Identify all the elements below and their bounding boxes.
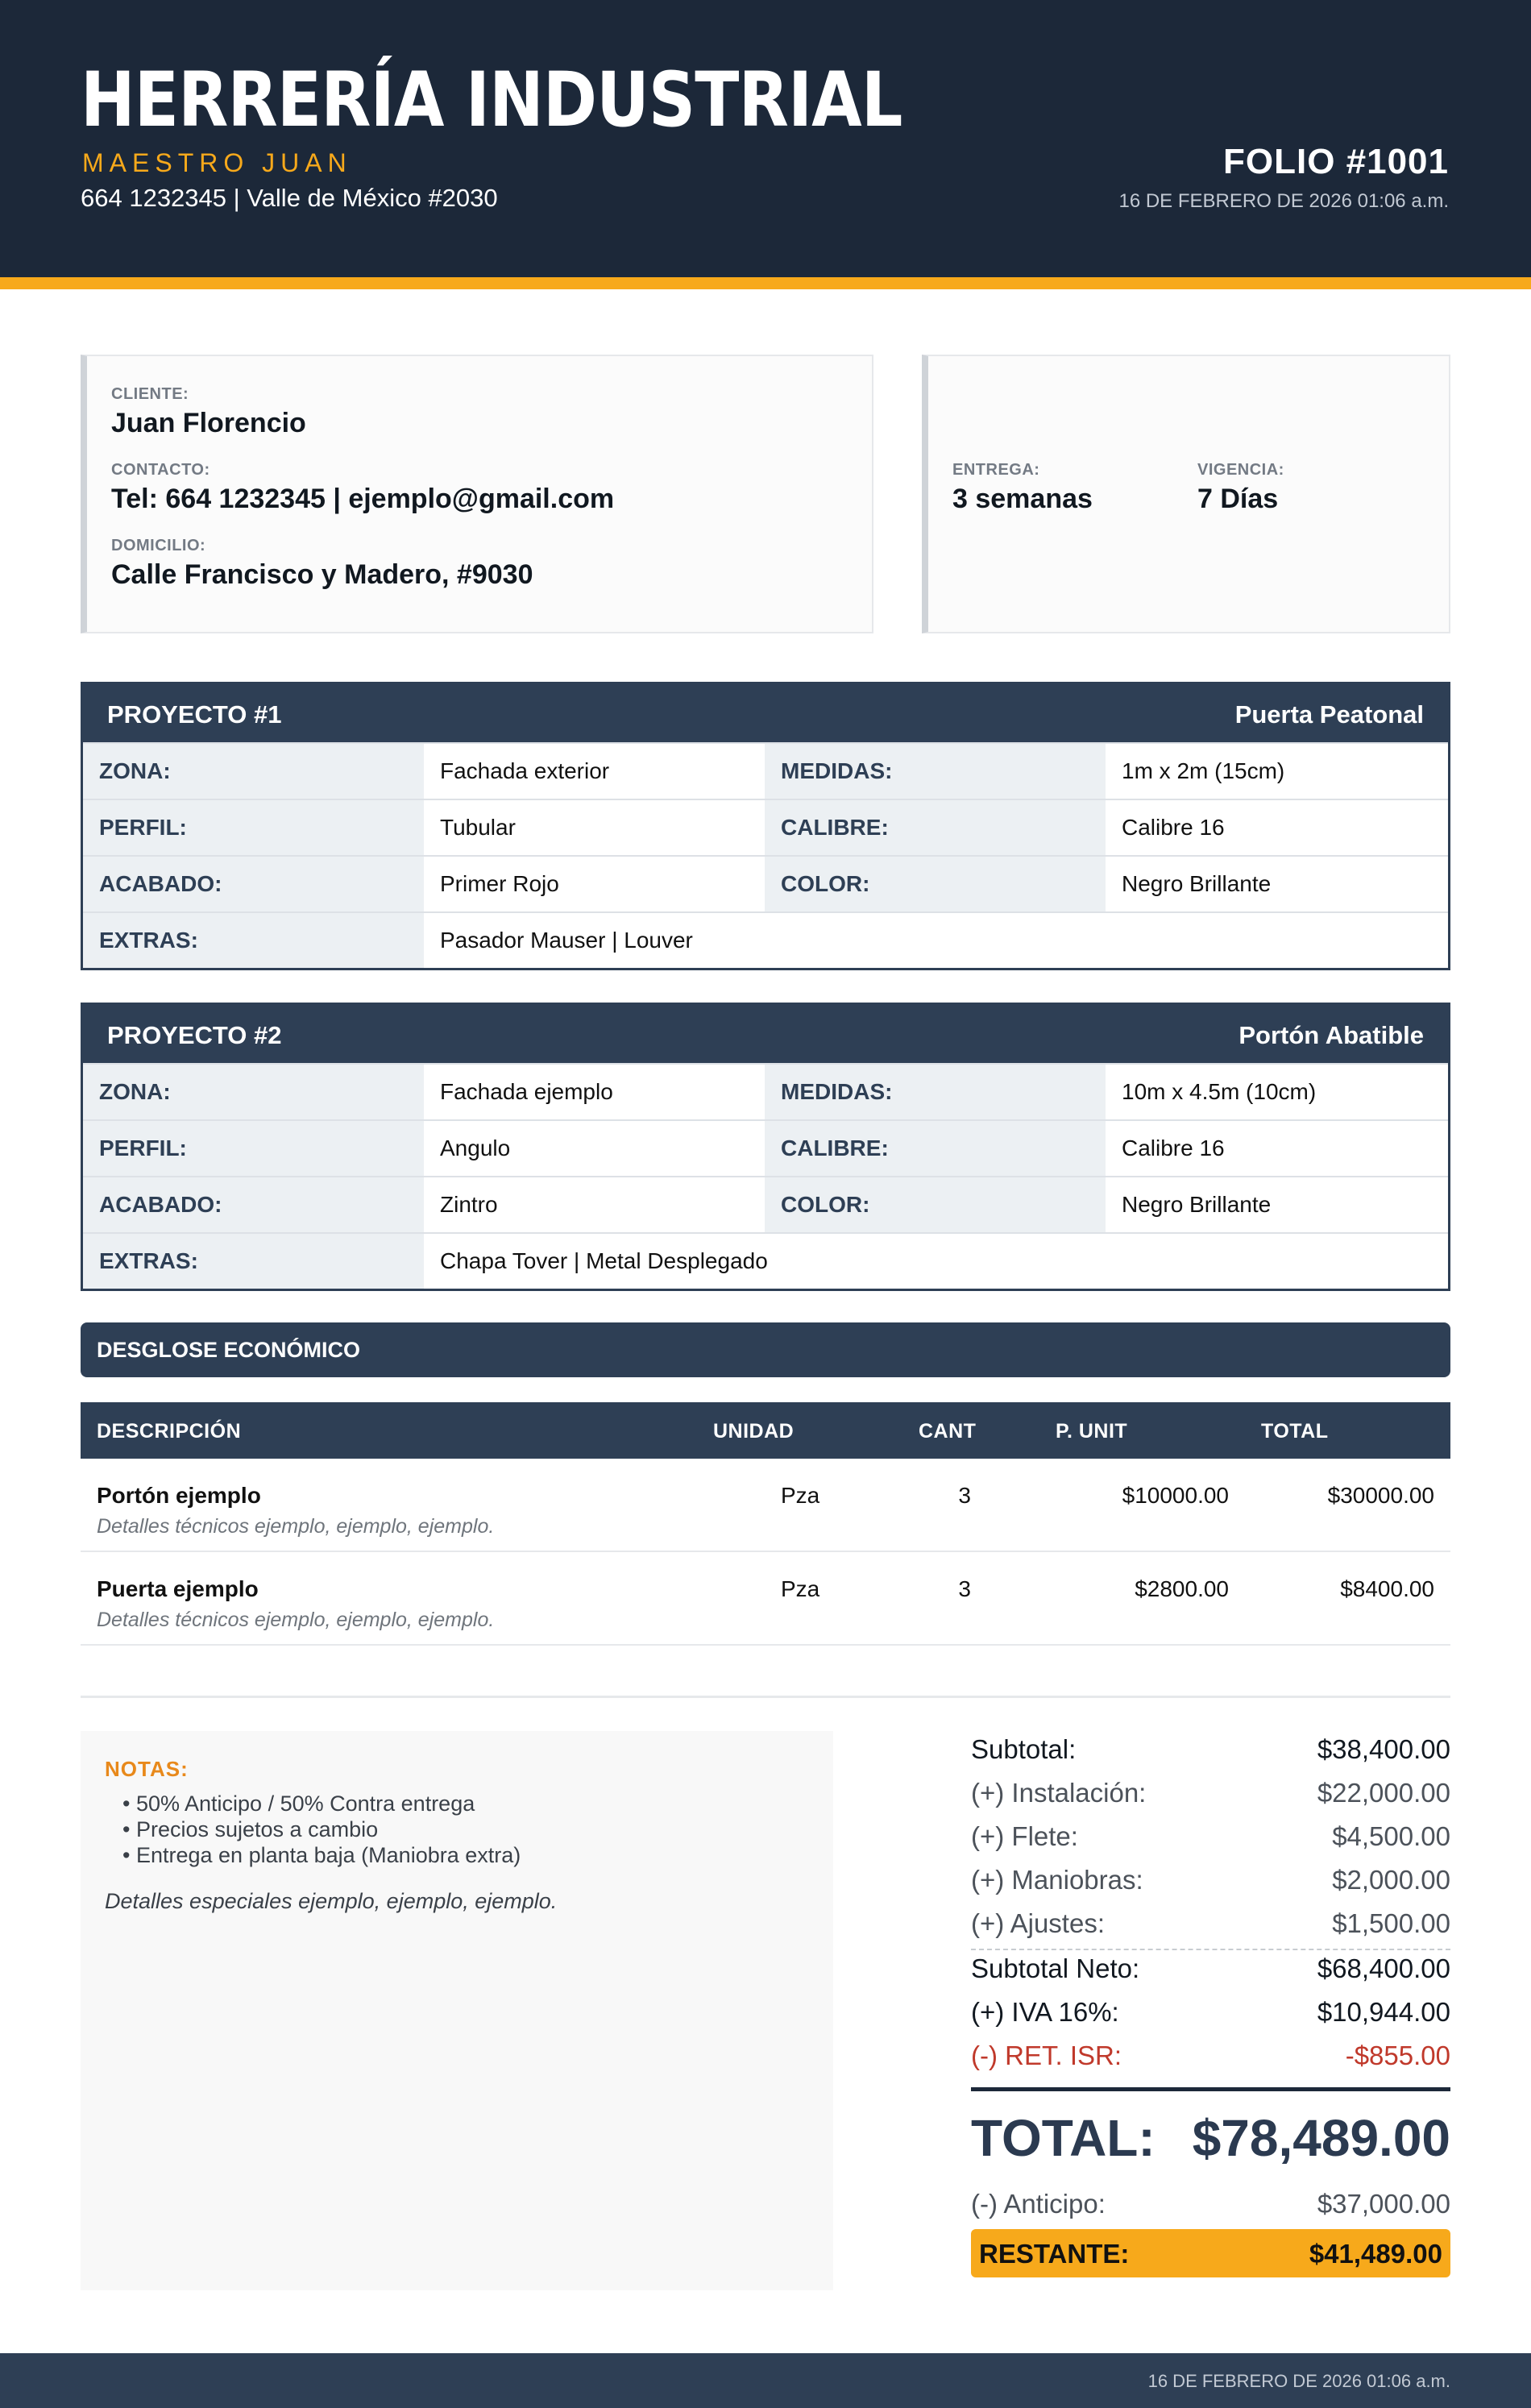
items-table-header [81,1402,1450,1459]
col-unit-price: P. UNIT [1056,1420,1128,1443]
maneuvers-value: $2,000.00 [1332,1865,1450,1895]
perfil-value: Angulo [424,1121,765,1176]
client-label: CLIENTE: [111,385,189,403]
installation-row [971,1771,1450,1815]
net-subtotal-label: Subtotal Neto: [971,1953,1140,1983]
terms-card [922,355,1450,633]
extras-value: Chapa Tover | Metal Desplegado [424,1234,1448,1289]
perfil-label: PERFIL: [83,1121,424,1176]
item-unit: Pza [781,1483,820,1508]
isr-value: -$855.00 [1345,2041,1450,2070]
client-info-card [81,355,873,633]
contact-value: Tel: 664 1232345 | ejemplo@gmail.com [111,484,615,514]
color-label: COLOR: [765,1177,1106,1232]
acabado-value: Zintro [424,1177,765,1232]
item-qty: 3 [958,1576,971,1601]
header [0,0,1531,277]
item-unit: Pza [781,1576,820,1601]
advance-row [971,2182,1450,2226]
footer-date: 16 DE FEBRERO DE 2026 01:06 a.m. [1147,2371,1450,2391]
net-subtotal-row [971,1947,1450,1991]
project-row [83,1176,1448,1232]
economic-section-title: DESGLOSE ECONÓMICO [81,1322,1450,1377]
item-unit-price: $2800.00 [1135,1576,1229,1601]
extras-label: EXTRAS: [83,913,424,968]
color-value: Negro Brillante [1106,1177,1446,1232]
company-name: HERRERÍA INDUSTRIAL [81,56,902,144]
footer [0,2353,1531,2408]
project-table [81,1003,1450,1291]
acabado-label: ACABADO: [83,1177,424,1232]
project-name: Portón Abatible [1238,1021,1424,1049]
contact-label: CONTACTO: [111,461,210,479]
list-item: • Precios sujetos a cambio [122,1816,521,1842]
project-table [81,682,1450,970]
item-qty: 3 [958,1483,971,1508]
installation-label: (+) Instalación: [971,1778,1147,1808]
zona-value: Fachada ejemplo [424,1065,765,1119]
extras-label: EXTRAS: [83,1234,424,1289]
address-label: DOMICILIO: [111,537,206,554]
validity-label: VIGENCIA: [1197,461,1284,479]
acabado-label: ACABADO: [83,857,424,911]
project-name: Puerta Peatonal [1234,700,1424,729]
grand-total-label: TOTAL: [971,2109,1156,2167]
grand-total-value: $78,489.00 [1192,2109,1450,2167]
notes-box [81,1731,833,2290]
perfil-value: Tubular [424,800,765,855]
validity-value: 7 Días [1197,484,1279,514]
medidas-label: MEDIDAS: [765,744,1106,799]
zona-label: ZONA: [83,1065,424,1119]
extras-value: Pasador Mauser | Louver [424,913,1448,968]
notes-extra: Detalles especiales ejemplo, ejemplo, ejemplo. [105,1889,558,1913]
subtotal-row [971,1728,1450,1771]
isr-row [971,2034,1450,2078]
section-divider [81,1696,1450,1698]
zona-label: ZONA: [83,744,424,799]
delivery-value: 3 semanas [952,484,1093,514]
iva-row [971,1991,1450,2034]
item-total: $30000.00 [1327,1483,1434,1508]
advance-value: $37,000.00 [1317,2189,1450,2219]
advance-label: (-) Anticipo: [971,2189,1106,2219]
item-name: Portón ejemplo [97,1483,261,1508]
calibre-label: CALIBRE: [765,800,1106,855]
color-label: COLOR: [765,857,1106,911]
grand-total-row [971,2102,1450,2174]
calibre-value: Calibre 16 [1106,1121,1446,1176]
project-row [83,911,1448,968]
remaining-balance-badge [971,2229,1450,2277]
client-name: Juan Florencio [111,408,306,438]
iva-label: (+) IVA 16%: [971,1997,1119,2027]
medidas-value: 10m x 4.5m (10cm) [1106,1065,1446,1119]
delivery-label: ENTREGA: [952,461,1040,479]
item-name: Puerta ejemplo [97,1576,259,1601]
zona-value: Fachada exterior [424,744,765,799]
medidas-label: MEDIDAS: [765,1065,1106,1119]
item-unit-price: $10000.00 [1122,1483,1229,1508]
project-title: PROYECTO #1 [107,700,282,729]
remaining-value: $41,489.00 [1309,2239,1442,2269]
acabado-value: Primer Rojo [424,857,765,911]
remaining-label: RESTANTE: [979,2239,1130,2269]
notes-list [122,1791,521,1868]
calibre-value: Calibre 16 [1106,800,1446,855]
net-subtotal-value: $68,400.00 [1317,1953,1450,1983]
header-accent-stripe [0,277,1531,289]
freight-row [971,1815,1450,1858]
installation-value: $22,000.00 [1317,1778,1450,1808]
subtotal-label: Subtotal: [971,1734,1077,1764]
project-header [83,684,1448,742]
maneuvers-label: (+) Maniobras: [971,1865,1143,1895]
list-item: • 50% Anticipo / 50% Contra entrega [122,1791,521,1816]
project-row [83,742,1448,799]
item-details: Detalles técnicos ejemplo, ejemplo, ejemplo. [97,1515,495,1538]
isr-label: (-) RET. ISR: [971,2041,1122,2070]
adjustments-value: $1,500.00 [1332,1908,1450,1938]
maneuvers-row [971,1858,1450,1902]
total-divider [971,2087,1450,2091]
project-row [83,1232,1448,1289]
list-item: • Entrega en planta baja (Maniobra extra) [122,1842,521,1868]
adjustments-row [971,1902,1450,1945]
freight-label: (+) Flete: [971,1821,1078,1851]
folio-number: FOLIO #1001 [1222,142,1449,181]
color-value: Negro Brillante [1106,857,1446,911]
project-header [83,1005,1448,1063]
freight-value: $4,500.00 [1332,1821,1450,1851]
iva-value: $10,944.00 [1317,1997,1450,2027]
project-row [83,855,1448,911]
address-value: Calle Francisco y Madero, #9030 [111,559,533,590]
perfil-label: PERFIL: [83,800,424,855]
col-description: DESCRIPCIÓN [97,1420,242,1443]
company-subtitle: MAESTRO JUAN [82,148,352,177]
project-row [83,799,1448,855]
calibre-label: CALIBRE: [765,1121,1106,1176]
medidas-value: 1m x 2m (15cm) [1106,744,1446,799]
item-total: $8400.00 [1340,1576,1434,1601]
header-date: 16 DE FEBRERO DE 2026 01:06 a.m. [1118,190,1449,212]
subtotal-value: $38,400.00 [1317,1734,1450,1764]
project-row [83,1063,1448,1119]
col-total: TOTAL [1261,1420,1329,1443]
notes-title: NOTAS: [105,1757,189,1781]
col-qty: CANT [919,1420,977,1443]
col-unit: UNIDAD [713,1420,795,1443]
company-contact: 664 1232345 | Valle de México #2030 [81,184,498,212]
adjustments-label: (+) Ajustes: [971,1908,1105,1938]
project-title: PROYECTO #2 [107,1021,282,1049]
table-row [81,1552,1450,1646]
table-row [81,1459,1450,1552]
item-details: Detalles técnicos ejemplo, ejemplo, ejemplo. [97,1609,495,1631]
project-row [83,1119,1448,1176]
